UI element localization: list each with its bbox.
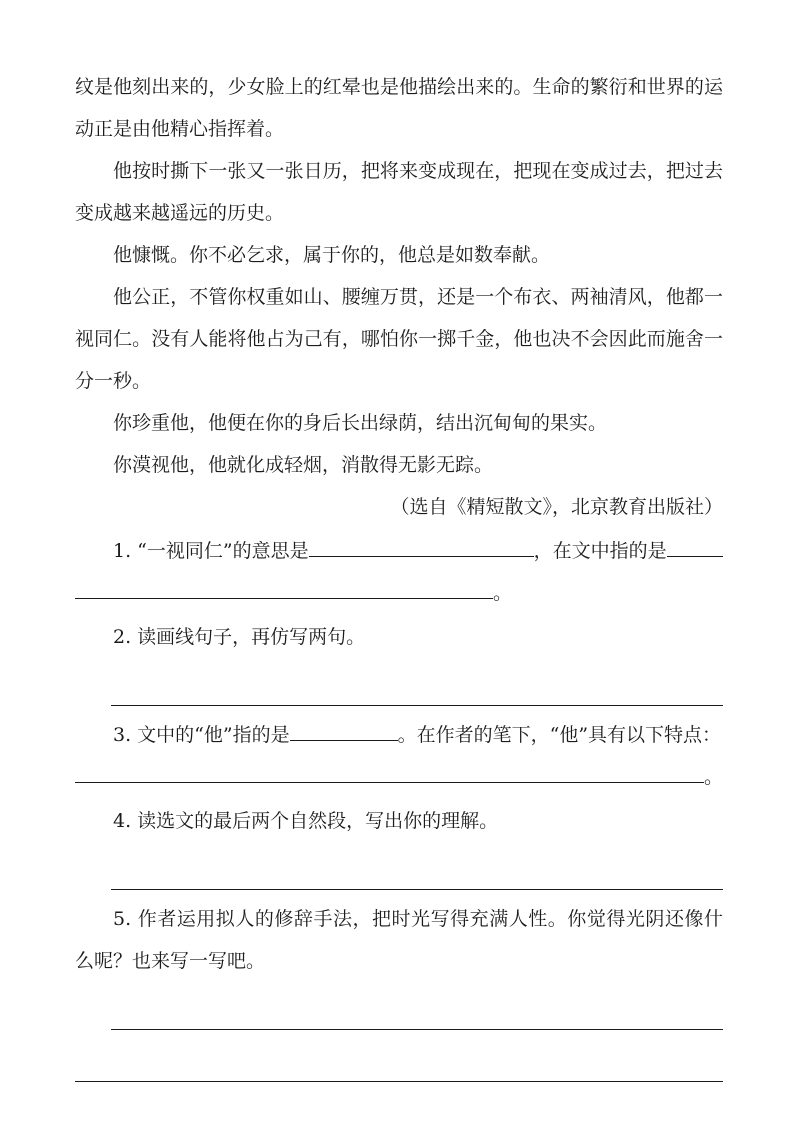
passage-paragraph-5: 你珍重他，他便在你的身后长出绿荫，结出沉甸甸的果实。 xyxy=(113,412,608,434)
question-5 xyxy=(75,898,723,1082)
question-3-end: 。 xyxy=(703,766,723,788)
question-1 xyxy=(75,530,723,614)
question-3 xyxy=(75,714,723,798)
passage-paragraph-4: 他公正，不管你权重如山、腰缠万贯，还是一个布衣、两袖清风，他都一视同仁。没有人能将他占为己有，哪怕你一掷千金，他也决不会因此而施舍一分一秒。 xyxy=(75,286,723,392)
question-4-text: 4. 读选文的最后两个自然段，写出你的理解。 xyxy=(113,810,499,832)
passage-paragraph-3: 他慷慨。你不必乞求，属于你的，他总是如数奉献。 xyxy=(113,244,551,266)
fill-in-blank xyxy=(667,531,723,557)
answer-line xyxy=(75,1038,723,1082)
question-4 xyxy=(75,800,723,890)
question-3-mid: 。在作者的笔下，“他”具有以下特点： xyxy=(397,724,722,746)
question-1-mid: ，在文中指的是 xyxy=(533,540,667,562)
question-1-line-2 xyxy=(75,572,723,614)
passage-paragraph-6: 你漠视他，他就化成轻烟，消散得无影无踪。 xyxy=(113,454,494,476)
fill-in-blank xyxy=(75,573,493,599)
page-content xyxy=(75,66,723,1090)
question-3-prefix: 3. 文中的“他”指的是 xyxy=(113,724,290,746)
answer-line xyxy=(111,986,723,1030)
question-2-text: 2. 读画线句子，再仿写两句。 xyxy=(113,626,366,648)
question-1-line-1 xyxy=(75,530,723,572)
question-2 xyxy=(75,616,723,706)
fill-in-blank xyxy=(309,531,534,557)
question-3-line-1 xyxy=(75,714,723,756)
fill-in-blank xyxy=(75,757,704,783)
question-5-text: 5. 作者运用拟人的修辞手法，把时光写得充满人性。你觉得光阴还像什么呢？也来写一写吧。 xyxy=(75,908,723,972)
answer-line xyxy=(111,846,723,890)
answer-line xyxy=(111,662,723,706)
source-attribution: （选自《精短散文》，北京教育出版社） xyxy=(390,496,723,518)
passage-paragraph-1: 纹是他刻出来的，少女脸上的红晕也是他描绘出来的。生命的繁衍和世界的运动正是由他精心指挥着。 xyxy=(75,76,723,140)
passage-paragraph-2: 他按时撕下一张又一张日历，把将来变成现在，把现在变成过去，把过去变成越来越遥远的历史。 xyxy=(75,160,723,224)
question-1-end: 。 xyxy=(493,582,513,604)
question-3-line-2 xyxy=(75,756,723,798)
fill-in-blank xyxy=(290,715,398,741)
question-1-prefix: 1. “一视同仁”的意思是 xyxy=(113,540,309,562)
